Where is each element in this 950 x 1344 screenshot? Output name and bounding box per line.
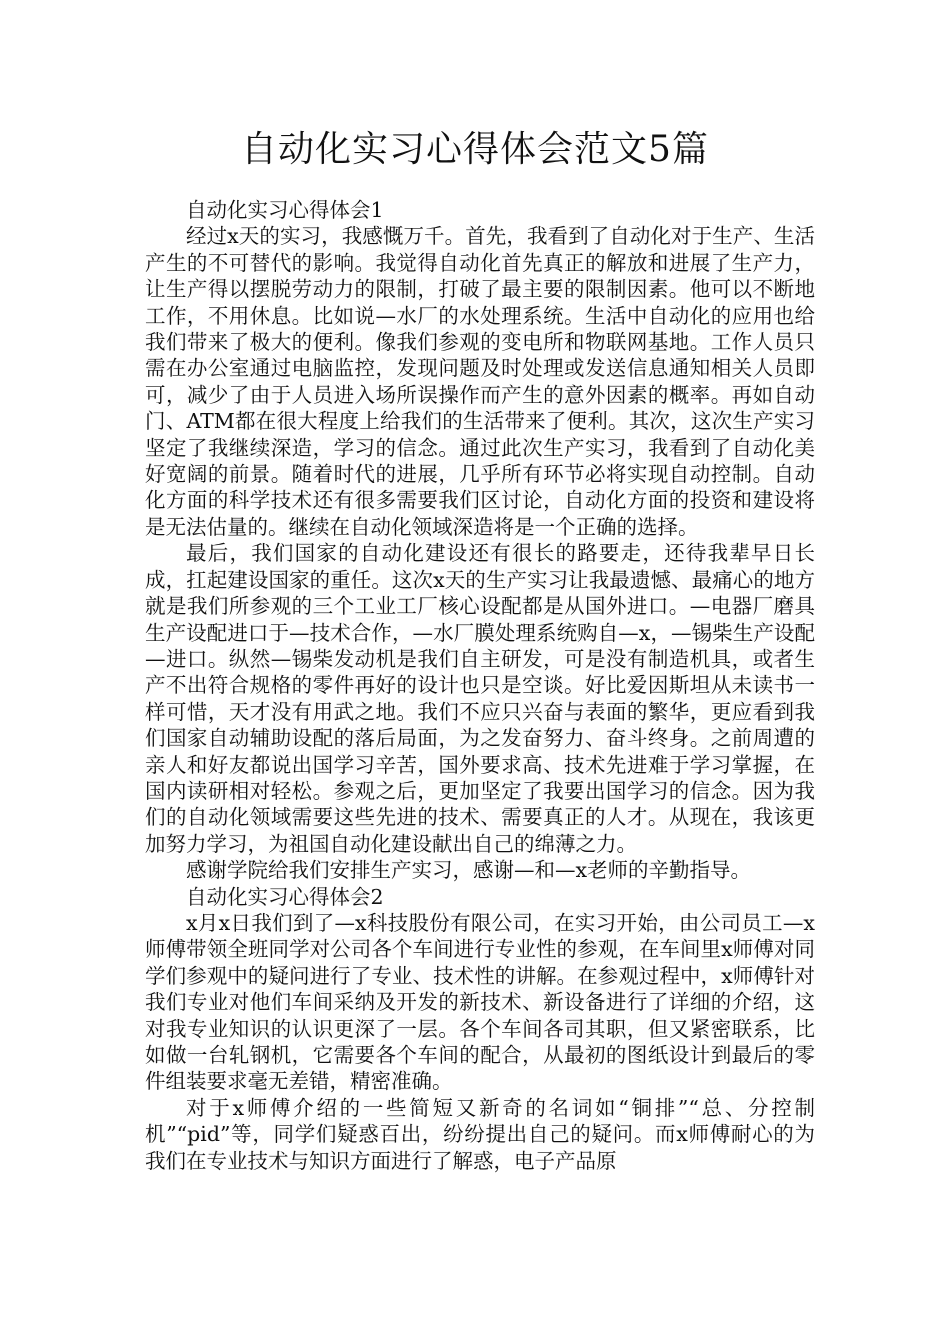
paragraph: 对于x师傅介绍的一些简短又新奇的名词如“铜排”“总、分控制机”“pid”等，同学们疑惑百出，纷纷提出自己的疑问。而x师傅耐心的为我们在专业技术与知识方面进行了解惑，电子产品原 <box>145 1095 815 1173</box>
document-title: 自动化实习心得体会范文5篇 <box>241 129 709 170</box>
section-heading: 自动化实习心得体会1 <box>186 198 384 222</box>
paragraph: x月x日我们到了—x科技股份有限公司，在实习开始，由公司员工—x师傅带领全班同学对公司各个车间进行专业性的参观，在车间里x师傅对同学们参观中的疑问进行了专业、技术性的讲解。在参观过程中，x师傅针对我们专业对他们车间采纳及开发的新技术、新设备进行了详细的介绍，这对我专业知识的认识更深了一层。各个车间各司其职，但又紧密联系，比如做一台轧钢机，它需要各个车间的配合，从最初的图纸设计到最后的零件组装要求毫无差错，精密准确。 <box>145 910 815 1094</box>
paragraph: 感谢学院给我们安排生产实习，感谢—和—x老师的辛勤指导。 <box>186 858 752 883</box>
section-heading: 自动化实习心得体会2 <box>186 884 384 909</box>
paragraph: 最后，我们国家的自动化建设还有很长的路要走，还待我辈早日长成，扛起建设国家的重任。这次x天的生产实习让我最遗憾、最痛心的地方就是我们所参观的三个工业工厂核心设配都是从国外进口。—电器厂磨具生产设配进口于—技术合作，—水厂膜处理系统购自—x，—锡柴生产设配—进口。纵然—锡柴发动机是我们自主研发，可是没有制造机具，或者生产不出符合规格的零件再好的设计也只是空谈。好比爱因斯坦从未读书一样可惜，天才没有用武之地。我们不应只兴奋与表面的繁华，更应看到我们国家自动辅助设配的落后局面，为之发奋努力、奋斗终身。之前周遭的亲人和好友都说出国学习辛苦，国外要求高、技术先进难于学习掌握，在国内读研相对轻松。参观之后，更加坚定了我要出国学习的信念。因为我们的自动化领域需要这些先进的技术、需要真正的人才。从现在，我该更加努力学习，为祖国自动化建设献出自己的绵薄之力。 <box>145 541 815 856</box>
paragraph: 经过x天的实习，我感慨万千。首先，我看到了自动化对于生产、生活产生的不可替代的影响。我觉得自动化首先真正的解放和进展了生产力，让生产得以摆脱劳动力的限制，打破了最主要的限制因素。他可以不断地工作，不用休息。比如说—水厂的水处理系统。生活中自动化的应用也给我们带来了极大的便利。像我们参观的变电所和物联网基地。工作人员只需在办公室通过电脑监控，发现问题及时处理或发送信息通知相关人员即可，减少了由于人员进入场所误操作而产生的意外因素的概率。再如自动门、ATM都在很大程度上给我们的生活带来了便利。其次，这次生产实习坚定了我继续深造，学习的信念。通过此次生产实习，我看到了自动化美好宽阔的前景。随着时代的进展，几乎所有环节必将实现自动控制。自动化方面的科学技术还有很多需要我们区讨论，自动化方面的投资和建设将是无法估量的。继续在自动化领域深造将是一个正确的选择。 <box>145 224 815 539</box>
document-body <box>145 197 815 1174</box>
